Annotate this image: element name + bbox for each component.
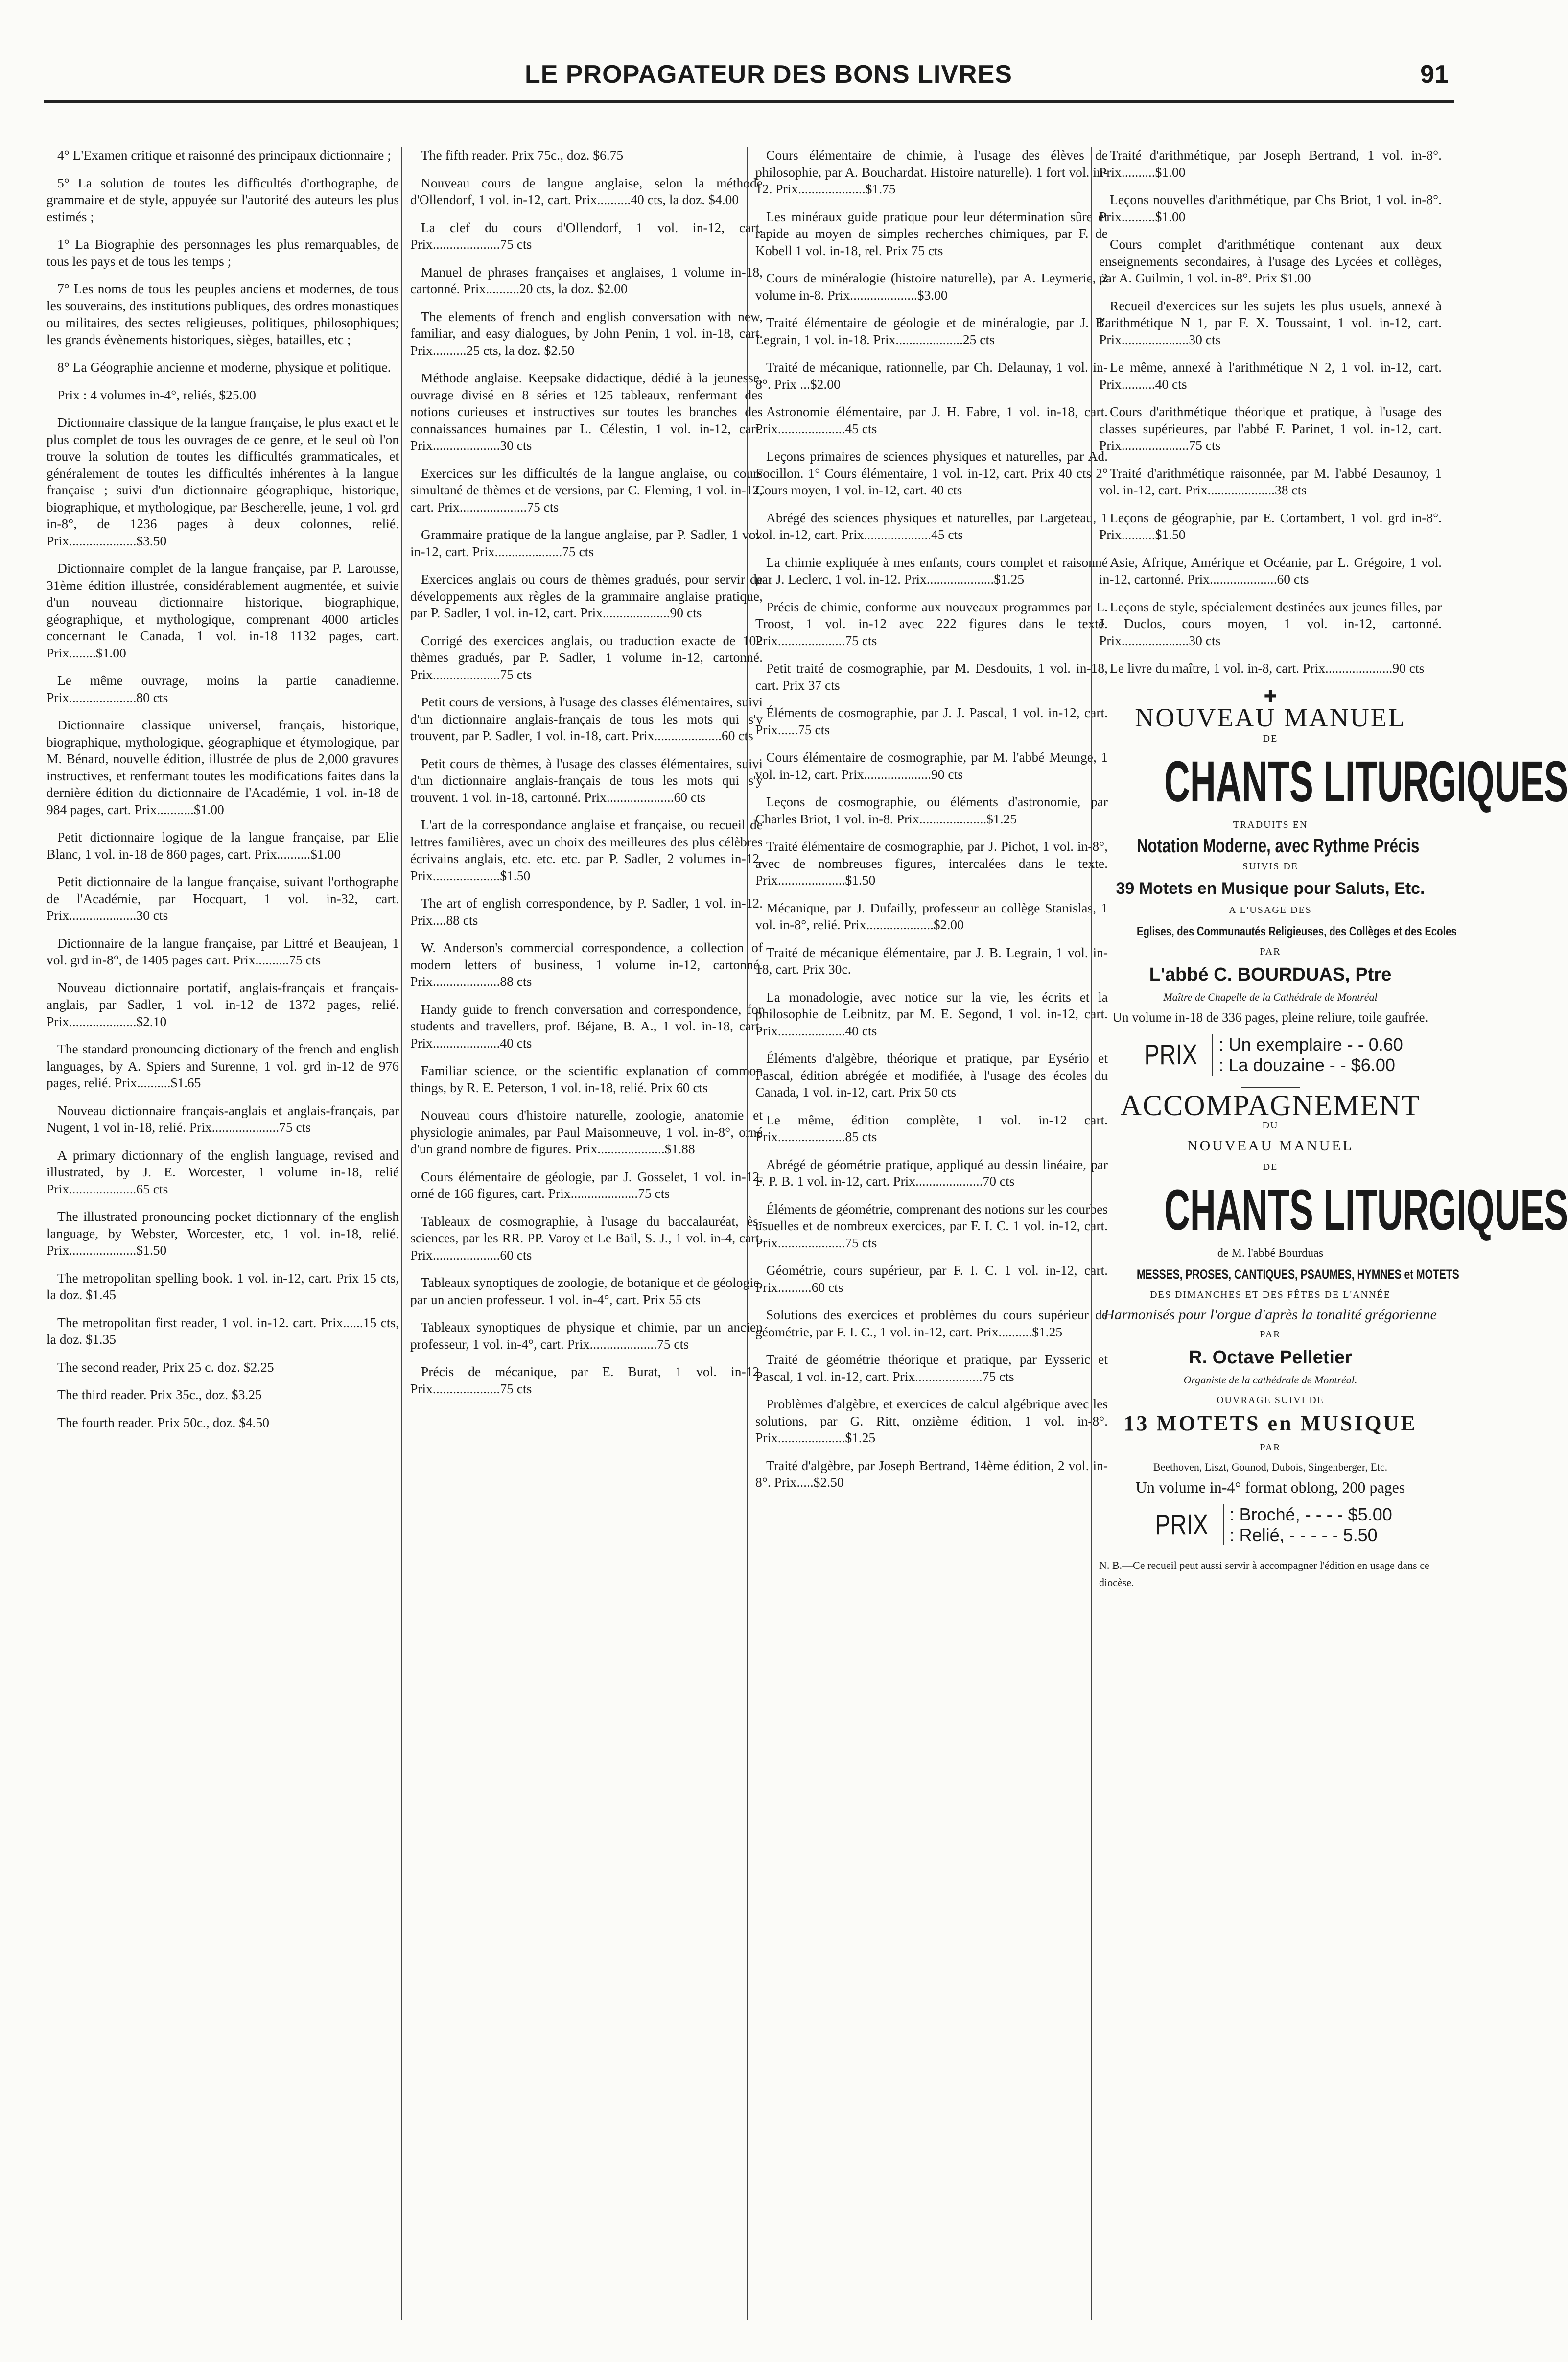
catalog-entry: La clef du cours d'Ollendorf, 1 vol. in-12, cart. Prix....................75 cts bbox=[410, 219, 763, 252]
catalog-entry: Petit dictionnaire de la langue française, suivant l'orthographe de l'Académie, par Hocquart, 1 vol. in-32, cart. Prix....................30 cts bbox=[47, 874, 399, 923]
catalog-entry: Précis de chimie, conforme aux nouveaux programmes par L. Troost, 1 vol. in-12 avec 222 figures dans le texte. Prix....................75 cts bbox=[755, 599, 1108, 648]
ad-chants-liturgiques-2: CHANTS LITURGIQUES bbox=[1164, 1178, 1568, 1242]
catalog-entry: Traité de mécanique, rationnelle, par Ch. Delaunay, 1 vol. in-8°. Prix ...$2.00 bbox=[755, 359, 1108, 392]
ad-divider bbox=[1241, 1087, 1300, 1088]
ad-price-lines bbox=[1212, 1034, 1403, 1076]
catalog-entry: Prix : 4 volumes in-4°, reliés, $25.00 bbox=[57, 387, 256, 402]
ad-nouveau-manuel-2: NOUVEAU MANUEL bbox=[1187, 1138, 1354, 1154]
ad-price-broche: : Broché, - - - - $5.00 bbox=[1229, 1504, 1392, 1524]
ad-nouveau-manuel: NOUVEAU MANUEL bbox=[1135, 703, 1406, 732]
ad-par-3: PAR bbox=[1260, 1442, 1281, 1453]
header-rule bbox=[44, 100, 1454, 103]
catalog-entry: Nouveau cours de langue anglaise, selon la méthode d'Ollendorf, 1 vol. in-12, cart. Prix..........40 cts, la doz. $4.00 bbox=[410, 175, 763, 207]
column-divider bbox=[1091, 147, 1092, 2320]
catalog-entry: Éléments d'algèbre, théorique et pratique, par Eysério et Pascal, édition abrégée et modifiée, à l'usage des écoles du Canada, 1 vol. in-12, cart. Prix 50 cts bbox=[755, 1051, 1108, 1099]
column-3 bbox=[755, 147, 1108, 2325]
catalog-entry: 8° La Géographie ancienne et moderne, physique et politique. bbox=[57, 359, 391, 374]
ad-accompagnement: ACCOMPAGNEMENT bbox=[1120, 1089, 1421, 1122]
catalog-entry: A primary dictionnary of the english language, revised and illustrated, by J. E. Worcester, 1 volume in-18, relié Prix....................65 cts bbox=[47, 1147, 399, 1196]
catalog-entry: La chimie expliquée à mes enfants, cours complet et raisonné par J. Leclerc, 1 vol. in-12. Prix....................$1.25 bbox=[755, 554, 1108, 586]
page-number: 91 bbox=[1420, 60, 1449, 89]
catalog-entry: Exercices sur les difficultés de la langue anglaise, ou cours simultané de thèmes et de versions, par C. Fleming, 1 vol. in-12, cart. Prix....................75 cts bbox=[410, 465, 763, 514]
catalog-entry: Cours complet d'arithmétique contenant aux deux enseignements secondaires, à l'usage des Lycées et collèges, par A. Guilmin, 1 vol. in-8°. Prix $1.00 bbox=[1099, 236, 1442, 285]
catalog-entry: Petit cours de versions, à l'usage des classes élémentaires, suivi d'un dictionnaire anglais-français de tous les mots qui s'y trouvent, par P. Sadler, 1 vol. in-18, cart. Prix....................60 cts bbox=[410, 694, 763, 743]
catalog-entry: L'art de la correspondance anglaise et française, ou recueil de lettres familières, avec un choix des meilleures des plus célèbres écrivains anglais, etc. etc. etc. par P. Sadler, 2 volumes in-12. Prix....................$1.50 bbox=[410, 817, 763, 883]
catalog-entry: Nouveau cours d'histoire naturelle, zoologie, anatomie et physiologie animales, par Paul Maisonneuve, 1 vol. in-8°, orné d'un grand nombre de figures. Prix....................$1.88 bbox=[410, 1107, 763, 1156]
catalog-entry: Précis de mécanique, par E. Burat, 1 vol. in-12. Prix....................75 cts bbox=[410, 1364, 763, 1396]
catalog-entry: Asie, Afrique, Amérique et Océanie, par L. Grégoire, 1 vol. in-12, cartonné. Prix....................60 cts bbox=[1099, 554, 1442, 586]
ad-price-box bbox=[1099, 1034, 1442, 1076]
catalog-entry: Petit traité de cosmographie, par M. Desdouits, 1 vol. in-18, cart. Prix 37 cts bbox=[755, 660, 1108, 693]
ad-de-2: DE bbox=[1263, 1161, 1278, 1172]
catalog-entry: The illustrated pronouncing pocket dictionnary of the english language, by Webster, Worcester, etc, 1 vol. in-18, relié. Prix....................$1.50 bbox=[47, 1209, 399, 1258]
catalog-entry: Éléments de géométrie, comprenant des notions sur les courbes usuelles et de nombreux exercices, par F. I. C. 1 vol. in-12, cart. Prix....................75 cts bbox=[755, 1201, 1108, 1250]
catalog-entry: The art of english correspondence, by P. Sadler, 1 vol. in-12. Prix....88 cts bbox=[410, 895, 763, 928]
ad-price-box-2 bbox=[1099, 1504, 1442, 1545]
ad-author-bourduas: L'abbé C. BOURDUAS, Ptre bbox=[1149, 964, 1392, 985]
ad-de: DE bbox=[1263, 733, 1278, 744]
cross-ornament: ✚ bbox=[1264, 687, 1277, 705]
catalog-entry: 4° L'Examen critique et raisonné des principaux dictionnaire ; bbox=[57, 147, 391, 163]
catalog-entry: Traité d'arithmétique raisonnée, par M. l'abbé Desaunoy, 1 vol. in-12, cart. Prix....................38 cts bbox=[1099, 465, 1442, 497]
catalog-entry: Leçons primaires de sciences physiques et naturelles, par Ad. Focillon. 1° Cours élémentaire, 1 vol. in-12, cart. Prix 40 cts 2° Cours moyen, 1 vol. in-12, cart. 40 cts bbox=[755, 448, 1108, 497]
catalog-entry: Exercices anglais ou cours de thèmes gradués, pour servir de développements aux règles de la grammaire anglaise pratique, par P. Sadler, 1 vol. in-12, cart. Prix....................90 cts bbox=[410, 571, 763, 620]
catalog-entry: Abrégé de géométrie pratique, appliqué au dessin linéaire, par F. P. B. 1 vol. in-12, cart. Prix....................70 cts bbox=[755, 1156, 1108, 1189]
catalog-entry: 7° Les noms de tous les peuples anciens et modernes, de tous les souverains, des institutions publiques, des ordres monastiques ou militaires, des sectes religieuses, politiques, philosophiques; les grands évènements historiques, sièges, batailles, etc ; bbox=[47, 281, 399, 347]
catalog-entry: The third reader. Prix 35c., doz. $3.25 bbox=[57, 1387, 262, 1402]
ad-price-lines-2 bbox=[1223, 1504, 1392, 1545]
ad-traduits-en: TRADUITS EN bbox=[1233, 819, 1308, 830]
catalog-entry: The elements of french and english conversation with new, familiar, and easy dialogues, by John Penin, 1 vol. in-18, cart. Prix..........25 cts, la doz. $2.50 bbox=[410, 308, 763, 358]
ad-notation: Notation Moderne, avec Rythme Précis bbox=[1137, 835, 1420, 857]
advertisement bbox=[1099, 687, 1568, 1591]
ad-des-dimanches: DES DIMANCHES ET DES FÊTES DE L'ANNÉE bbox=[1150, 1289, 1391, 1300]
catalog-entry: Manuel de phrases françaises et anglaises, 1 volume in-18, cartonné. Prix..........20 cts, la doz. $2.00 bbox=[410, 264, 763, 296]
catalog-entry: Petit dictionnaire logique de la langue française, par Elie Blanc, 1 vol. in-18 de 860 pages, cart. Prix..........$1.00 bbox=[47, 829, 399, 862]
catalog-entry: Méthode anglaise. Keepsake didactique, dédié à la jeunesse, ouvrage divisé en 8 séries et 125 tableaux, renfermant des notions curieuses et instructives sur toutes les branches des connaissances humaines par L. Célestin, 1 vol. in-12, cart. Prix....................30 cts bbox=[410, 370, 763, 453]
catalog-entry: Leçons de cosmographie, ou éléments d'astronomie, par Charles Briot, 1 vol. in-8. Prix....................$1.25 bbox=[755, 794, 1108, 826]
column-4 bbox=[1099, 147, 1568, 2325]
catalog-entry: Le même, édition complète, 1 vol. in-12 cart. Prix....................85 cts bbox=[755, 1112, 1108, 1144]
catalog-entry: The fifth reader. Prix 75c., doz. $6.75 bbox=[421, 147, 624, 163]
ad-ouvrage-suivi: OUVRAGE SUIVI DE bbox=[1217, 1394, 1324, 1405]
ad-price-single: : Un exemplaire - - 0.60 bbox=[1218, 1034, 1403, 1054]
catalog-entry: The fourth reader. Prix 50c., doz. $4.50 bbox=[57, 1414, 270, 1430]
ad-prix-label-2: PRIX bbox=[1155, 1508, 1209, 1541]
catalog-entry: Recueil d'exercices sur les sujets les plus usuels, annexé à l'arithmétique N 1, par F. X. Toussaint, 1 vol. in-12, cart. Prix....................30 cts bbox=[1099, 298, 1442, 347]
catalog-entry: 5° La solution de toutes les difficultés d'orthographe, de grammaire et de style, appuyée sur l'autorité des auteurs les plus estimés ; bbox=[47, 175, 399, 224]
catalog-entry: Les minéraux guide pratique pour leur détermination sûre et rapide au moyen de simples recherches chimiques, par F. de Kobell 1 vol. in-18, rel. Prix 75 cts bbox=[755, 209, 1108, 258]
column-divider bbox=[747, 147, 748, 2320]
catalog-entry: Dictionnaire classique universel, français, historique, biographique, mythologique, géographique et étymologique, par M. Bénard, nouvelle édition, illustrée de plus de 2,000 gravures instructives, et renfermant toutes les modifications faites dans la dernière édition du dictionnaire de l'Académie, 1 vol. in-18 de 984 pages, cart. Prix...........$1.00 bbox=[47, 717, 399, 817]
ad-de-m-labbe: de M. l'abbé Bourduas bbox=[1217, 1247, 1324, 1260]
catalog-entry: Éléments de cosmographie, par J. J. Pascal, 1 vol. in-12, cart. Prix......75 cts bbox=[755, 705, 1108, 737]
catalog-entry: Tableaux de cosmographie, à l'usage du baccalauréat, ès-sciences, par les RR. PP. Varoy et Le Bail, S. J., 1 vol. in-4, cart. Prix....................60 cts bbox=[410, 1213, 763, 1263]
arithmetic-list bbox=[1099, 147, 1442, 677]
catalog-entry: Cours élémentaire de cosmographie, par M. l'abbé Meunge, 1 vol. in-12, cart. Prix....................90 cts bbox=[755, 749, 1108, 782]
ad-volume-2: Un volume in-4° format oblong, 200 pages bbox=[1135, 1478, 1405, 1496]
ad-eglises: Eglises, des Communautés Religieuses, des Collèges et des Ecoles bbox=[1137, 923, 1457, 938]
catalog-entry: Le même, annexé à l'arithmétique N 2, 1 vol. in-12, cart. Prix..........40 cts bbox=[1099, 359, 1442, 392]
ad-du: DU bbox=[1262, 1120, 1279, 1131]
ad-motets-line: 39 Motets en Musique pour Saluts, Etc. bbox=[1116, 879, 1425, 898]
catalog-entry: Traité élémentaire de géologie et de minéralogie, par J. B. Legrain, 1 vol. in-18. Prix....................25 cts bbox=[755, 315, 1108, 347]
ad-suivis-de: SUIVIS DE bbox=[1242, 861, 1299, 872]
ad-par-2: PAR bbox=[1260, 1329, 1281, 1340]
catalog-entry: Géométrie, cours supérieur, par F. I. C. 1 vol. in-12, cart. Prix..........60 cts bbox=[755, 1263, 1108, 1295]
catalog-entry: Petit cours de thèmes, à l'usage des classes élémentaires, suivi d'un dictionnaire anglais-français de tous les mots qui s'y trouvent. 1 vol. in-18, cartonné. Prix....................60 cts bbox=[410, 755, 763, 805]
catalog-entry: Tableaux synoptiques de physique et chimie, par un ancien professeur, 1 vol. in-4°, cart. Prix....................75 cts bbox=[410, 1319, 763, 1352]
catalog-entry: Dictionnaire classique de la langue française, le plus exact et le plus complet de tous les ouvrages de ce genre, et le seul où l'on trouve la solution de toutes les difficultés grammaticales, et généralement de toutes les difficultés inhérentes à la langue française ; suivi d'un dictionnaire géographique, historique, biographique, et mythologique, par Bescherelle, jeune, 1 vol. grd in-8°, de 1236 pages à deux colonnes, relié. Prix....................$3.50 bbox=[47, 415, 399, 548]
catalog-entry: The metropolitan spelling book. 1 vol. in-12, cart. Prix 15 cts, la doz. $1.45 bbox=[47, 1270, 399, 1302]
catalog-entry: The metropolitan first reader, 1 vol. in-12. cart. Prix......15 cts, la doz. $1.35 bbox=[47, 1314, 399, 1347]
ad-pelletier-title: Organiste de la cathédrale de Montréal. bbox=[1183, 1374, 1357, 1386]
catalog-entry: The standard pronouncing dictionary of the french and english languages, by A. Spiers and Surenne, 1 vol. grd in-12 de 976 pages, relié. Prix..........$1.65 bbox=[47, 1041, 399, 1090]
catalog-entry: Handy guide to french conversation and correspondence, for students and travellers, prof. Béjane, B. A., 1 vol. in-18, cart. Prix....................40 cts bbox=[410, 1001, 763, 1051]
catalog-entry: Nouveau dictionnaire français-anglais et anglais-français, par Nugent, 1 vol in-18, relié. Prix....................75 cts bbox=[47, 1102, 399, 1135]
catalog-entry: Problèmes d'algèbre, et exercices de calcul algébrique avec les solutions, par G. Ritt, onzième édition, 1 vol. in-8°. Prix....................$1.25 bbox=[755, 1396, 1108, 1445]
catalog-entry: Grammaire pratique de la langue anglaise, par P. Sadler, 1 vol. in-12, cart. Prix....................75 cts bbox=[410, 527, 763, 559]
ad-a-lusage: A L'USAGE DES bbox=[1229, 905, 1312, 915]
ad-author-title: Maître de Chapelle de la Cathédrale de Montréal bbox=[1163, 991, 1378, 1003]
ad-price-dozen: : La douzaine - - $6.00 bbox=[1218, 1055, 1395, 1075]
catalog-entry: Traité d'arithmétique, par Joseph Bertrand, 1 vol. in-8°. Prix..........$1.00 bbox=[1099, 147, 1442, 180]
ad-volume-description: Un volume in-18 de 336 pages, pleine reliure, toile gaufrée. bbox=[1112, 1009, 1428, 1025]
ad-author-pelletier: R. Octave Pelletier bbox=[1189, 1347, 1352, 1368]
catalog-entry: Cours élémentaire de chimie, à l'usage des élèves de philosophie, par A. Bouchardat. Histoire naturelle). 1 fort vol. in-12. Prix....................$1.75 bbox=[755, 147, 1108, 196]
catalog-entry: Cours d'arithmétique théorique et pratique, à l'usage des classes supérieures, par l'abbé F. Parinet, 1 vol. in-12, cart. Prix....................75 cts bbox=[1099, 404, 1442, 453]
catalog-entry: Corrigé des exercices anglais, ou traduction exacte de 102 thèmes gradués, par P. Sadler, 1 volume in-12, cartonné. Prix....................75 cts bbox=[410, 632, 763, 682]
catalog-entry: La monadologie, avec notice sur la vie, les écrits et la philosophie de Leibnitz, par M. E. Segond, 1 vol. in-12, cart. Prix....................40 cts bbox=[755, 989, 1108, 1038]
ad-messes: MESSES, PROSES, CANTIQUES, PSAUMES, HYMNES et MOTETS bbox=[1137, 1266, 1459, 1282]
catalog-entry: Leçons de style, spécialement destinées aux jeunes filles, par J. Duclos, cours moyen, 1 vol. in-12, cartonné. Prix....................30 cts bbox=[1099, 599, 1442, 648]
catalog-entry: Astronomie élémentaire, par J. H. Fabre, 1 vol. in-18, cart. Prix....................45 cts bbox=[755, 404, 1108, 436]
ad-13-motets: 13 MOTETS en MUSIQUE bbox=[1123, 1411, 1417, 1435]
catalog-entry: Traité élémentaire de cosmographie, par J. Pichot, 1 vol. in-8°, avec de nombreuses figures, intercalées dans le texte. Prix....................$1.50 bbox=[755, 839, 1108, 888]
ad-prix-label: PRIX bbox=[1144, 1038, 1198, 1071]
catalog-entry: Le livre du maître, 1 vol. in-8, cart. Prix....................90 cts bbox=[1110, 660, 1425, 676]
ad-par: PAR bbox=[1260, 946, 1281, 957]
catalog-entry: Familiar science, or the scientific explanation of common things, by R. E. Peterson, 1 vol. in-18, relié. Prix 60 cts bbox=[410, 1063, 763, 1095]
catalog-entry: Leçons de géographie, par E. Cortambert, 1 vol. grd in-8°. Prix..........$1.50 bbox=[1099, 510, 1442, 542]
catalog-entry: Traité de géométrie théorique et pratique, par Eysseric et Pascal, 1 vol. in-12, cart. Prix....................75 cts bbox=[755, 1352, 1108, 1384]
catalog-entry: Cours de minéralogie (histoire naturelle), par A. Leymerie, 2 volume in-8. Prix....................$3.00 bbox=[755, 270, 1108, 303]
running-head: LE PROPAGATEUR DES BONS LIVRES bbox=[525, 60, 1012, 89]
catalog-entry: Abrégé des sciences physiques et naturelles, par Largeteau, 1 vol. in-12, cart. Prix....................45 cts bbox=[755, 510, 1108, 542]
catalog-entry: Mécanique, par J. Dufailly, professeur au collège Stanislas, 1 vol. in-8°, relié. Prix....................$2.00 bbox=[755, 900, 1108, 932]
catalog-entry: Cours élémentaire de géologie, par J. Gosselet, 1 vol. in-12, orné de 166 figures, cart. Prix....................75 cts bbox=[410, 1169, 763, 1201]
catalog-entry: The second reader, Prix 25 c. doz. $2.25 bbox=[57, 1359, 274, 1375]
catalog-entry: Nouveau dictionnaire portatif, anglais-français et français-anglais, par Sadler, 1 vol. in-12 de 1372 pages, relié. Prix....................$2.10 bbox=[47, 980, 399, 1029]
catalog-entry: W. Anderson's commercial correspondence, a collection of modern letters of business, 1 volume in-12, cartonné. Prix....................88 cts bbox=[410, 940, 763, 989]
catalog-entry: 1° La Biographie des personnages les plus remarquables, de tous les pays et de tous les temps ; bbox=[47, 236, 399, 269]
ad-note: N. B.—Ce recueil peut aussi servir à accompagner l'édition en usage dans ce diocèse. bbox=[1099, 1559, 1429, 1589]
catalog-entry: Traité de mécanique élémentaire, par J. B. Legrain, 1 vol. in-18, cart. Prix 30c. bbox=[755, 944, 1108, 977]
ad-chants-liturgiques: CHANTS LITURGIQUES bbox=[1164, 749, 1568, 814]
column-1 bbox=[47, 147, 399, 2325]
catalog-entry: Dictionnaire complet de la langue française, par P. Larousse, 31ème édition illustrée, considérablement augmentée, et suivie d'un nouveau dictionnaire historique, biographique, géographique, et mythologique, comprenant 4000 articles concernant le Canada, 1 vol. in-18 1132 pages, cart. Prix........$1.00 bbox=[47, 561, 399, 660]
catalog-entry: Leçons nouvelles d'arithmétique, par Chs Briot, 1 vol. in-8°. Prix..........$1.00 bbox=[1099, 192, 1442, 224]
column-2 bbox=[410, 147, 763, 2325]
ad-composers: Beethoven, Liszt, Gounod, Dubois, Singenberger, Etc. bbox=[1153, 1461, 1388, 1473]
ad-price-relie: : Relié, - - - - - 5.50 bbox=[1229, 1525, 1378, 1545]
column-divider bbox=[401, 147, 402, 2320]
catalog-entry: Dictionnaire de la langue française, par Littré et Beaujean, 1 vol. grd in-8°, de 1405 pages cart. Prix..........75 cts bbox=[47, 935, 399, 967]
catalog-entry: Traité d'algèbre, par Joseph Bertrand, 14ème édition, 2 vol. in-8°. Prix.....$2.50 bbox=[755, 1457, 1108, 1490]
catalog-entry: Tableaux synoptiques de zoologie, de botanique et de géologie, par un ancien professeur. 1 vol. in-4°, cart. Prix 55 cts bbox=[410, 1275, 763, 1307]
catalog-entry: Solutions des exercices et problèmes du cours supérieur de géométrie, par F. I. C., 1 vol. in-12, cart. Prix..........$1.25 bbox=[755, 1307, 1108, 1339]
ad-harmonises: Harmonisés pour l'orgue d'après la tonalité grégorienne bbox=[1103, 1306, 1437, 1323]
catalog-entry: Le même ouvrage, moins la partie canadienne. Prix....................80 cts bbox=[47, 673, 399, 705]
